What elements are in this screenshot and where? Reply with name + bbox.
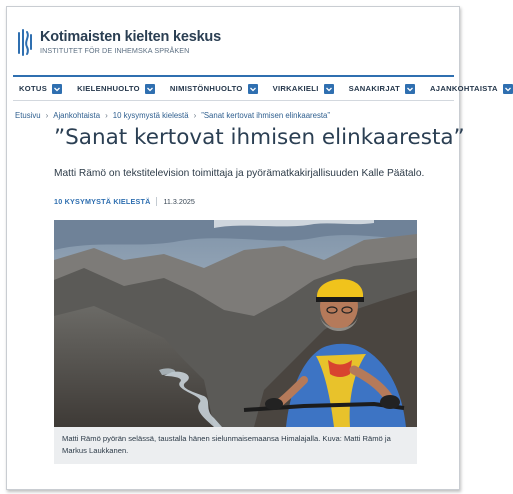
nav-item-label: SANAKIRJAT <box>348 84 401 93</box>
page-title: ”Sanat kertovat ihmisen elinkaaresta” <box>54 125 465 150</box>
cyclist-himalaya-image <box>54 220 417 427</box>
chevron-down-icon[interactable] <box>503 84 513 94</box>
nav-item-label: NIMISTÖNHUOLTO <box>169 84 243 93</box>
breadcrumb-current: ”Sanat kertovat ihmisen elinkaaresta” <box>201 111 330 120</box>
nav-item-kotus[interactable] <box>19 84 62 94</box>
site-header <box>7 7 459 69</box>
breadcrumb-link-ajankohtaista[interactable]: Ajankohtaista <box>53 111 101 120</box>
page-frame <box>6 6 498 490</box>
nav-item-kielenhuolto[interactable] <box>77 84 155 94</box>
nav-item-label: KOTUS <box>19 84 48 93</box>
breadcrumb <box>15 111 330 120</box>
nav-item-nimistonhuolto[interactable] <box>170 84 258 94</box>
breadcrumb-link-10-kysymysta[interactable]: 10 kysymystä kielestä <box>112 111 189 120</box>
chevron-down-icon[interactable] <box>324 84 334 94</box>
breadcrumb-link-etusivu[interactable]: Etusivu <box>15 111 41 120</box>
nav-item-label: KIELENHUOLTO <box>77 84 140 93</box>
photo-caption: Matti Rämö pyörän selässä, taustalla hänen sielunmaisemaansa Himalajalla. Kuva: Matti Rämö ja Markus Laukkanen. <box>54 427 417 464</box>
chevron-down-icon[interactable] <box>248 84 258 94</box>
article-photo <box>54 220 417 427</box>
kotus-logo-icon[interactable] <box>16 27 34 57</box>
main-navigation <box>13 75 498 101</box>
nav-item-label: AJANKOHTAISTA <box>430 84 498 93</box>
category-link[interactable]: 10 KYSYMYSTÄ KIELESTÄ <box>54 197 151 206</box>
chevron-down-icon[interactable] <box>145 84 155 94</box>
chevron-right-icon: › <box>105 111 108 120</box>
meta-divider <box>156 197 157 206</box>
chevron-down-icon[interactable] <box>52 84 62 94</box>
chevron-right-icon: › <box>193 111 197 120</box>
site-name[interactable]: Kotimaisten kielten keskus <box>40 29 221 45</box>
nav-item-label: VIRKAKIELI <box>272 84 319 93</box>
nav-item-ajankohtaista[interactable] <box>430 84 513 94</box>
chevron-down-icon[interactable] <box>405 84 415 94</box>
nav-item-sanakirjat[interactable] <box>349 84 415 94</box>
article-meta <box>54 197 195 206</box>
article-lead: Matti Rämö on tekstitelevision toimittaja ja pyörämatkakirjallisuuden Kalle Päätalo. <box>54 168 425 179</box>
site-subtitle: INSTITUTET FÖR DE INHEMSKA SPRÅKEN <box>40 46 190 55</box>
chevron-right-icon: › <box>45 111 49 120</box>
nav-item-virkakieli[interactable] <box>273 84 334 94</box>
publish-date: 11.3.2025 <box>163 197 195 206</box>
